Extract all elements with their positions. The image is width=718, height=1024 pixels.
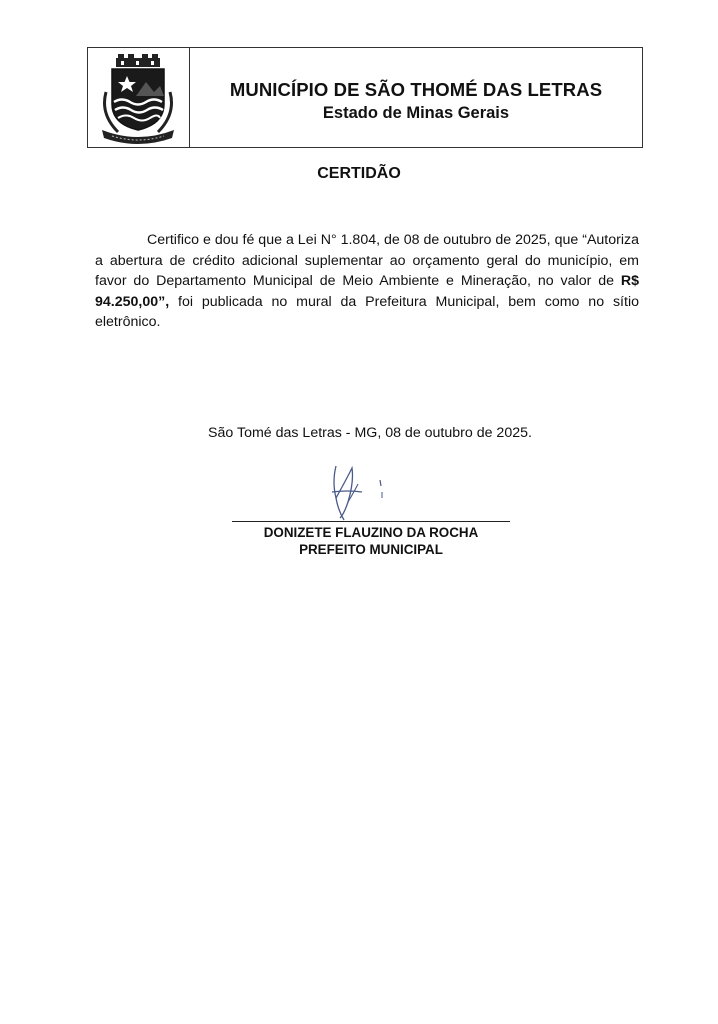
document-header <box>87 47 643 148</box>
handwritten-signature <box>318 462 398 524</box>
place-date: São Tomé das Letras - MG, 08 de outubro de 2025. <box>208 425 532 441</box>
document-title: CERTIDÃO <box>317 165 401 182</box>
signer-block <box>230 524 512 558</box>
certificate-body <box>95 230 639 333</box>
organization-block <box>190 79 642 123</box>
signer-name: DONIZETE FLAUZINO DA ROCHA <box>263 525 479 540</box>
paragraph-amount: R$ 94.250,00”, <box>95 273 639 310</box>
signer-role: PREFEITO MUNICIPAL <box>299 542 443 557</box>
paragraph-text-part1: Certifico e dou fé que a Lei N° 1.804, de 08 de outubro de 2025, que “Autoriza a abertura de crédito adicional suplementar ao orçamento geral do município, em favor do Departamento Municipal de Meio Ambiente e Mineração, no valor de <box>95 232 639 290</box>
municipality-name: MUNICÍPIO DE SÃO THOMÉ DAS LETRAS <box>229 79 603 100</box>
state-name: Estado de Minas Gerais <box>322 104 510 122</box>
certificate-paragraph <box>95 230 639 333</box>
signature-line <box>232 521 510 522</box>
paragraph-text-part2: foi publicada no mural da Prefeitura Municipal, bem como no sítio eletrônico. <box>95 293 639 331</box>
coat-of-arms-logo <box>94 52 182 144</box>
